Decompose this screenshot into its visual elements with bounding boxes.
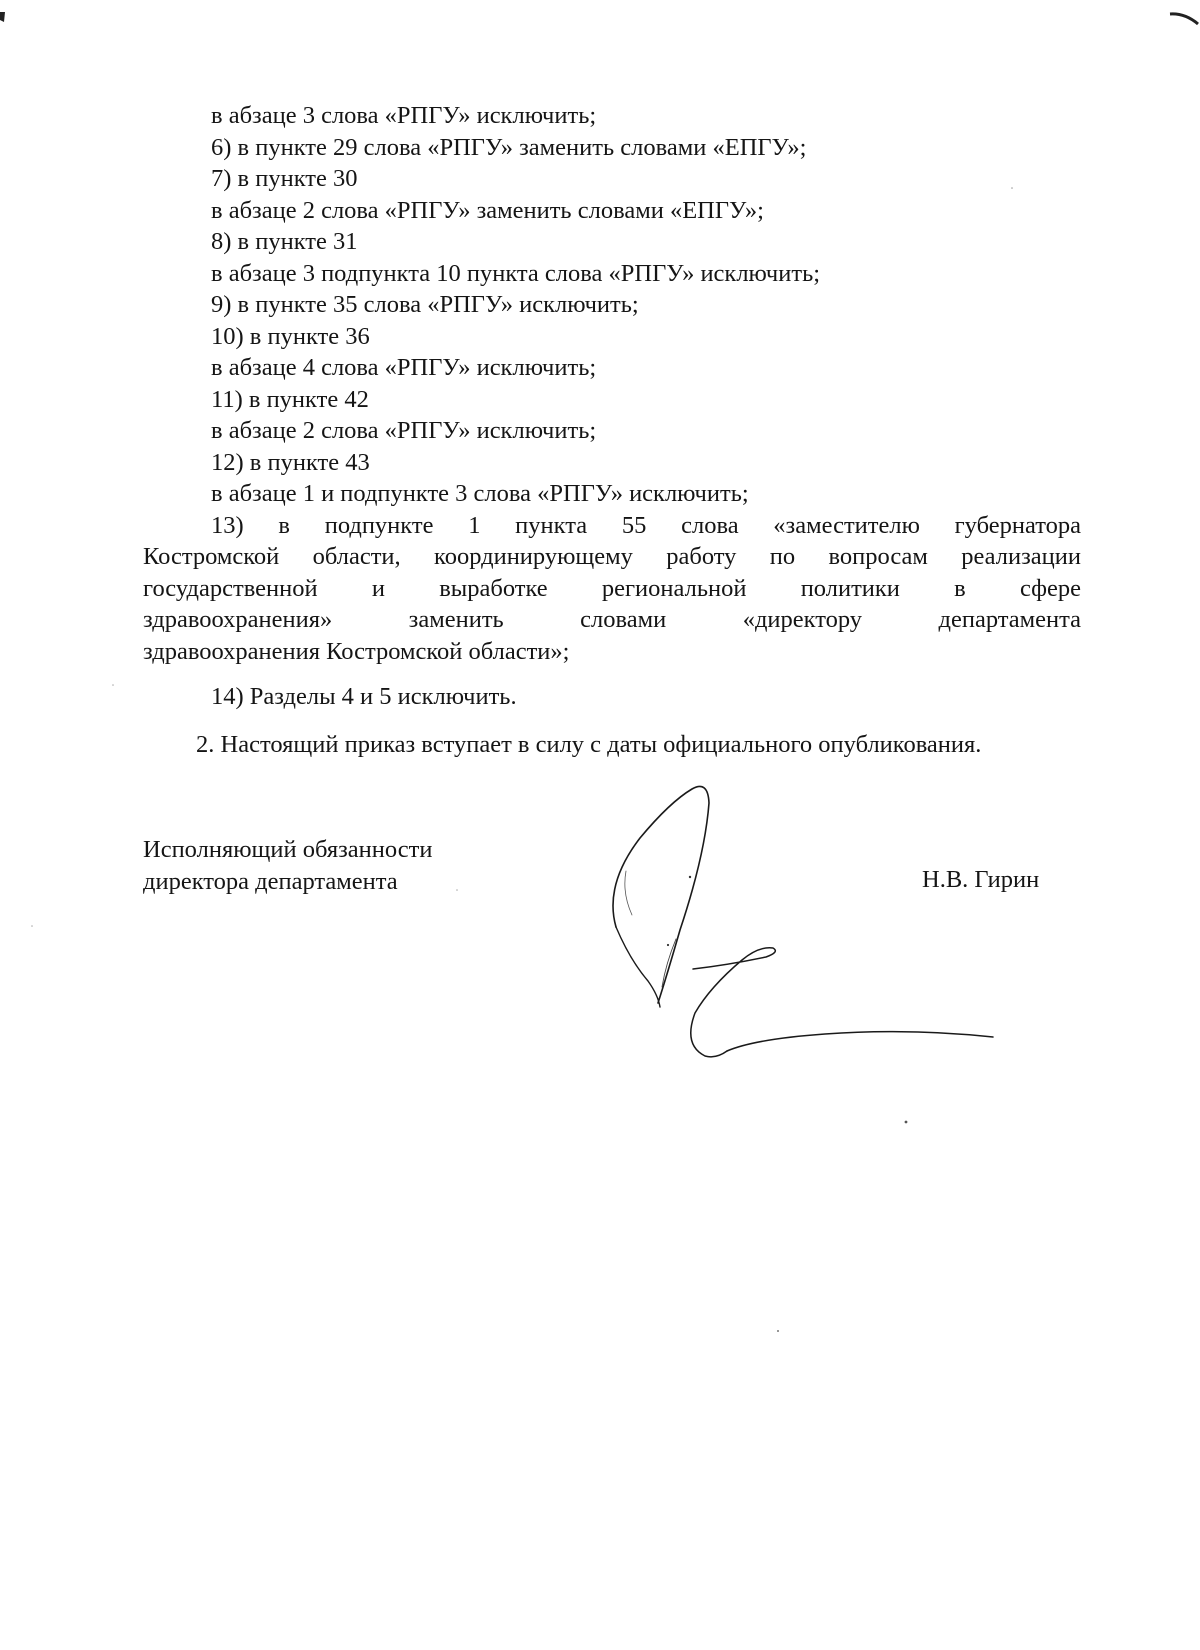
speck <box>31 925 33 927</box>
text-line: в абзаце 3 слова «РПГУ» исключить; <box>211 102 597 129</box>
text-line: в абзаце 3 подпункта 10 пункта слова «РПГУ» исключить; <box>211 259 821 287</box>
text-line: 12) в пункте 43 <box>211 448 370 476</box>
speck <box>112 684 114 686</box>
text-line: в абзаце 2 слова «РПГУ» заменить словами «ЕПГУ»; <box>211 196 764 224</box>
corner-mark-right <box>1170 14 1198 24</box>
text-line: 11) в пункте 42 <box>211 385 369 413</box>
item13-line: здравоохранения Костромской области»; <box>143 637 570 665</box>
text-line: 7) в пункте 30 <box>211 165 358 192</box>
item14-line: 14) Разделы 4 и 5 исключить. <box>211 683 517 710</box>
item13-line: государственной и выработке региональной политики в сфере <box>143 574 1081 602</box>
text-line: 10) в пункте 36 <box>211 322 370 350</box>
text-line: в абзаце 4 слова «РПГУ» исключить; <box>211 354 597 381</box>
spacer <box>143 667 1081 681</box>
ink-dot <box>689 876 691 878</box>
point2-line: 2. Настоящий приказ вступает в силу с даты официального опубликования. <box>196 730 982 758</box>
text-line: в абзаце 1 и подпункте 3 слова «РПГУ» исключить; <box>211 480 749 507</box>
document-body <box>143 100 1081 760</box>
text-line: 6) в пункте 29 слова «РПГУ» заменить словами «ЕПГУ»; <box>211 133 807 161</box>
position-line: Исполняющий обязанности <box>143 836 433 863</box>
handwritten-signature <box>540 775 1010 1075</box>
item13-line: здравоохранения» заменить словами «директору департамента <box>143 606 1081 633</box>
text-line: 8) в пункте 31 <box>211 228 358 255</box>
speck <box>777 1330 779 1332</box>
text-line: 9) в пункте 35 слова «РПГУ» исключить; <box>211 291 639 318</box>
item13-line: Костромской области, координирующему работу по вопросам реализации <box>143 543 1081 570</box>
ink-dot <box>667 944 669 946</box>
signatory-name: Н.В. Гирин <box>922 866 1040 893</box>
corner-mark-left <box>0 12 5 22</box>
speck <box>456 889 458 891</box>
text-line: в абзаце 2 слова «РПГУ» исключить; <box>211 417 597 444</box>
signatory-position <box>143 834 432 898</box>
position-line: директора департамента <box>143 868 398 895</box>
item13-line: 13) в подпункте 1 пункта 55 слова «заместителю губернатора <box>211 511 1081 539</box>
speck <box>905 1121 908 1124</box>
